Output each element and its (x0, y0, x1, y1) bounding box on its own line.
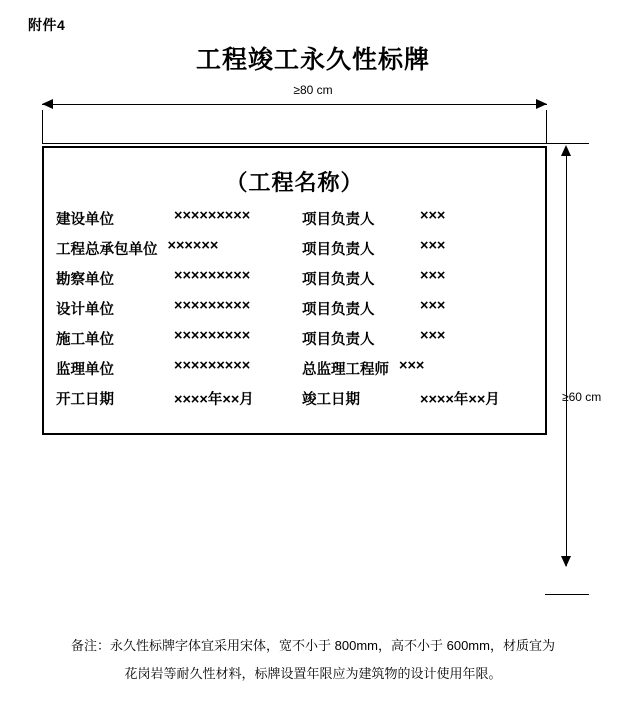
row-left-cell (44, 298, 302, 319)
row-right-cell (302, 388, 545, 409)
field-value: ××× (420, 328, 446, 344)
field-label: 项目负责人 (302, 212, 375, 228)
row-right-cell (302, 298, 545, 319)
attachment-label: 附件4 (28, 17, 66, 33)
field-value: ××××××××× (174, 208, 251, 224)
field-value: ××× (420, 238, 446, 254)
field-value: ××××××××× (174, 268, 251, 284)
height-dimension-line (566, 150, 567, 566)
table-row (44, 388, 545, 418)
table-row (44, 268, 545, 298)
row-right-cell (302, 358, 545, 379)
field-value: ××× (420, 208, 446, 224)
field-label: 项目负责人 (302, 272, 375, 288)
field-value: ××××年××月 (174, 392, 254, 408)
row-right-cell (302, 238, 545, 259)
sign-plate (42, 146, 547, 435)
width-dimension-label: ≥80 cm (293, 83, 333, 97)
field-label: 监理单位 (56, 362, 114, 378)
field-label: 勘察单位 (56, 272, 114, 288)
field-label: 设计单位 (56, 302, 114, 318)
field-label: 施工单位 (56, 332, 114, 348)
field-value: ××× (420, 268, 446, 284)
field-label: 竣工日期 (302, 392, 360, 408)
row-left-cell (44, 238, 302, 259)
field-value: ××× (399, 358, 425, 374)
field-label: 项目负责人 (302, 242, 375, 258)
field-value: ××××××××× (174, 298, 251, 314)
field-label: 项目负责人 (302, 332, 375, 348)
field-label: 工程总承包单位 (56, 242, 158, 258)
notes-line-2: 花岗岩等耐久性材料，标牌设置年限应为建筑物的设计使用年限。 (124, 666, 502, 681)
field-value: ××××年××月 (420, 392, 500, 408)
row-left-cell (44, 328, 302, 349)
field-label: 项目负责人 (302, 302, 375, 318)
notes-block (0, 632, 626, 688)
extension-line-right (546, 110, 547, 144)
extension-line-left (42, 110, 43, 144)
row-left-cell (44, 208, 302, 229)
field-label: 开工日期 (56, 392, 114, 408)
row-left-cell (44, 268, 302, 289)
extension-line-bottom (545, 594, 589, 595)
field-label: 总监理工程师 (302, 362, 389, 378)
field-label: 建设单位 (56, 212, 114, 228)
table-row (44, 298, 545, 328)
page-title: 工程竣工永久性标牌 (195, 46, 430, 74)
extension-line-top (42, 143, 589, 144)
table-row (44, 208, 545, 238)
row-right-cell (302, 208, 545, 229)
table-row (44, 358, 545, 388)
plate-title: （工程名称） (225, 170, 364, 195)
plate-rows (44, 208, 545, 418)
row-right-cell (302, 328, 545, 349)
row-left-cell (44, 388, 302, 409)
row-right-cell (302, 268, 545, 289)
table-row (44, 328, 545, 358)
notes-line-1: 备注：永久性标牌字体宜采用宋体，宽不小于 800mm，高不小于 600mm，材质宜为 (71, 638, 555, 653)
arrow-down-icon (561, 556, 571, 567)
field-value: ×××××× (167, 238, 219, 254)
arrow-right-icon (536, 99, 547, 109)
table-row (44, 238, 545, 268)
field-value: ××××××××× (174, 358, 251, 374)
field-value: ××××××××× (174, 328, 251, 344)
width-dimension-line (42, 104, 547, 105)
field-value: ××× (420, 298, 446, 314)
row-left-cell (44, 358, 302, 379)
height-dimension-label: ≥60 cm (562, 390, 602, 404)
